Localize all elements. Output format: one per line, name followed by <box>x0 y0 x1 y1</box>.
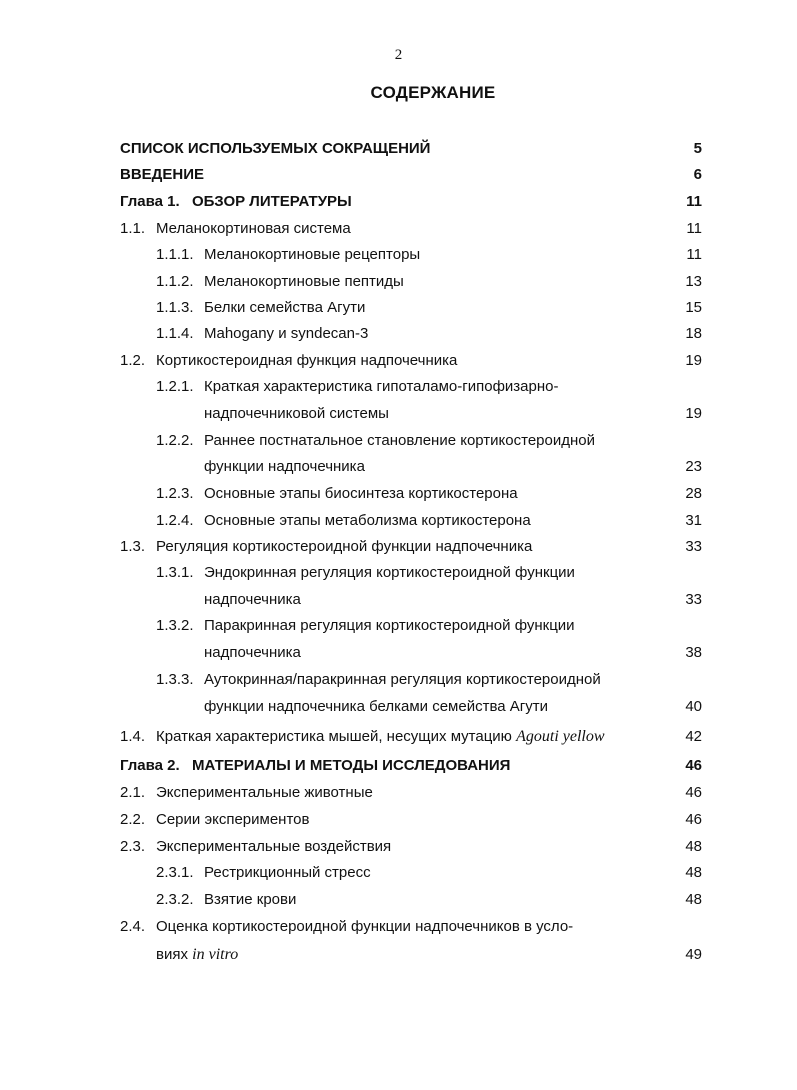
toc-entry-title <box>204 482 518 506</box>
toc-entry-page: 19 <box>685 405 702 422</box>
toc-entry-number: 2.3.2. <box>156 891 194 908</box>
toc-entry-title <box>204 402 389 426</box>
toc-entry <box>0 163 797 187</box>
toc-entry-number: 1.3.3. <box>156 671 194 688</box>
toc-entry-title <box>204 641 301 665</box>
toc-entry-title <box>156 943 238 967</box>
toc-entry-page: 18 <box>685 325 702 342</box>
toc-entry-title <box>156 915 573 939</box>
toc-entry-title-italic: in vitro <box>192 946 239 963</box>
toc-entry <box>0 888 797 912</box>
toc-entry-title-text: Серии экспериментов <box>156 811 310 828</box>
toc-entry-title-text: Эндокринная регуляция кортикостероидной функции <box>204 564 575 581</box>
toc-entry-number: Глава 2. <box>120 757 180 774</box>
toc-entry <box>0 614 797 638</box>
toc-entry-title-text: функции надпочечника <box>204 458 365 475</box>
toc-entry-title-text: Меланокортиновые пептиды <box>204 273 404 290</box>
toc-entry-title-text: Основные этапы биосинтеза кортикостерона <box>204 485 518 502</box>
toc-entry-title <box>120 137 430 161</box>
toc-entry <box>0 190 797 214</box>
toc-entry-title-text: Кортикостероидная функция надпочечника <box>156 352 458 369</box>
toc-entry-title <box>204 375 559 399</box>
toc-entry-title-text: Регуляция кортикостероидной функции надпочечника <box>156 538 533 555</box>
toc-entry-title-text: надпочечниковой системы <box>204 405 389 422</box>
toc-entry <box>0 402 797 426</box>
toc-entry-number: 2.2. <box>120 811 146 828</box>
toc-entry-title-text: надпочечника <box>204 644 301 661</box>
toc-entry-title <box>156 217 351 241</box>
toc-entry-page: 11 <box>686 246 702 263</box>
toc-entry-title-italic: Agouti yellow <box>516 728 605 745</box>
toc-entry <box>0 861 797 885</box>
toc-entry-page: 38 <box>685 644 702 661</box>
toc-entry-title-text: ВВЕДЕНИЕ <box>120 166 204 183</box>
toc-entry-title <box>204 588 301 612</box>
toc-entry-title <box>204 888 296 912</box>
toc-entry <box>0 725 797 749</box>
toc-entry-page: 28 <box>685 485 702 502</box>
toc-entry-title-text: ОБЗОР ЛИТЕРАТУРЫ <box>192 193 352 210</box>
toc-entry-number: 1.1.3. <box>156 299 194 316</box>
toc-entry-title-text: Оценка кортикостероидной функции надпочечников в усло- <box>156 918 574 935</box>
toc-entry-page: 11 <box>686 193 702 210</box>
toc-entry-title-text: Меланокортиновая система <box>156 220 351 237</box>
toc-entry-title <box>156 725 605 749</box>
toc-entry-title <box>204 614 575 638</box>
toc-entry-number: 1.1.2. <box>156 273 194 290</box>
toc-entry-title-text: Краткая характеристика мышей, несущих мутацию <box>156 728 512 745</box>
toc-entry-page: 31 <box>685 512 702 529</box>
toc-entry-number: 1.2.3. <box>156 485 194 502</box>
toc-entry <box>0 535 797 559</box>
toc-entry-title <box>204 509 531 533</box>
toc-entry <box>0 270 797 294</box>
toc-entry <box>0 137 797 161</box>
toc-entry-page: 46 <box>685 811 702 828</box>
toc-entry-title <box>204 243 420 267</box>
toc-entry-title <box>204 695 548 719</box>
toc-entry-title <box>204 561 575 585</box>
toc-entry <box>0 322 797 346</box>
toc-entry-page: 15 <box>685 299 702 316</box>
toc-entry-page: 48 <box>685 891 702 908</box>
toc-entry <box>0 243 797 267</box>
toc-entry <box>0 349 797 373</box>
toc-entry-title <box>156 349 457 373</box>
toc-entry-page: 33 <box>685 538 702 555</box>
toc-entry <box>0 296 797 320</box>
toc-entry-title-text: Меланокортиновые рецепторы <box>204 246 421 263</box>
toc-entry-title <box>204 322 368 346</box>
toc-entry-title <box>156 535 532 559</box>
toc-entry-title <box>204 861 371 885</box>
toc-entry-title <box>192 754 510 778</box>
toc-entry-title <box>204 296 365 320</box>
toc-entry <box>0 429 797 453</box>
toc-entry-number: 1.2.4. <box>156 512 194 529</box>
toc-entry-title-text: Экспериментальные животные <box>156 784 373 801</box>
toc-entry <box>0 217 797 241</box>
toc-entry-title <box>156 808 309 832</box>
toc-entry-number: 1.2.2. <box>156 432 194 449</box>
toc-entry-title-text: виях <box>156 946 188 963</box>
toc-entry-page: 33 <box>685 591 702 608</box>
toc-entry-title-text: Краткая характеристика гипоталамо-гипофизарно- <box>204 378 559 395</box>
toc-entry <box>0 509 797 533</box>
toc-entry-title <box>192 190 352 214</box>
toc-entry-title <box>204 455 365 479</box>
toc-entry-number: 1.2. <box>120 352 146 369</box>
toc-entry <box>0 561 797 585</box>
page-number: 2 <box>394 47 403 63</box>
toc-entry-number: 1.3.2. <box>156 617 194 634</box>
toc-entry-page: 40 <box>685 698 702 715</box>
toc-entry-page: 6 <box>693 166 702 183</box>
toc-entry-title <box>204 270 404 294</box>
toc-entry-title <box>204 429 595 453</box>
toc-entry-number: 2.4. <box>120 918 146 935</box>
toc-entry-title <box>156 781 373 805</box>
toc-entry-number: 1.3.1. <box>156 564 194 581</box>
toc-entry-page: 42 <box>685 728 702 745</box>
toc-entry-number: 1.2.1. <box>156 378 194 395</box>
toc-entry-title-text: Паракринная регуляция кортикостероидной функции <box>204 617 575 634</box>
toc-entry <box>0 915 797 939</box>
toc-entry-title-text: Аутокринная/паракринная регуляция кортикостероидной <box>204 671 601 688</box>
toc-entry-title-text: Рестрикционный стресс <box>204 864 371 881</box>
toc-entry <box>0 375 797 399</box>
toc-entry-number: Глава 1. <box>120 193 180 210</box>
toc-entry <box>0 781 797 805</box>
toc-entry <box>0 835 797 859</box>
toc-entry <box>0 808 797 832</box>
toc-entry-title-text: СПИСОК ИСПОЛЬЗУЕМЫХ СОКРАЩЕНИЙ <box>120 140 431 157</box>
toc-entry-number: 1.1.4. <box>156 325 194 342</box>
toc-entry-title-text: надпочечника <box>204 591 301 608</box>
toc-entry <box>0 668 797 692</box>
toc-entry-title-text: Раннее постнатальное становление кортикостероидной <box>204 432 595 449</box>
toc-entry-number: 1.3. <box>120 538 146 555</box>
toc-entry-page: 23 <box>685 458 702 475</box>
toc-entry-title-text: Экспериментальные воздействия <box>156 838 392 855</box>
toc-entry-title-text: Основные этапы метаболизма кортикостерона <box>204 512 531 529</box>
toc-entry <box>0 588 797 612</box>
toc-entry-number: 2.3. <box>120 838 146 855</box>
toc-entry <box>0 695 797 719</box>
toc-entry-number: 1.4. <box>120 728 146 745</box>
toc-entry <box>0 455 797 479</box>
toc-entry-title-text: функции надпочечника белками семейства Агути <box>204 698 548 715</box>
toc-entry-page: 49 <box>685 946 702 963</box>
toc-entry-page: 48 <box>685 864 702 881</box>
page-title: СОДЕРЖАНИЕ <box>370 83 496 102</box>
toc-entry-number: 2.1. <box>120 784 146 801</box>
toc-entry <box>0 754 797 778</box>
toc-entry-title <box>204 668 601 692</box>
toc-entry-title-text: Mahogany и syndecan-3 <box>204 325 369 342</box>
toc-entry-title-text: Белки семейства Агути <box>204 299 366 316</box>
toc-entry-page: 46 <box>685 757 702 774</box>
toc-entry-page: 5 <box>693 140 702 157</box>
toc-entry-page: 48 <box>685 838 702 855</box>
toc-entry-number: 1.1.1. <box>156 246 194 263</box>
toc-entry-title <box>120 163 204 187</box>
toc-entry-page: 11 <box>686 220 702 237</box>
toc-entry-page: 46 <box>685 784 702 801</box>
toc-entry-page: 19 <box>685 352 702 369</box>
toc-entry-title-text: Взятие крови <box>204 891 297 908</box>
toc-entry <box>0 943 797 967</box>
toc-entry-title-text: МАТЕРИАЛЫ И МЕТОДЫ ИССЛЕДОВАНИЯ <box>192 757 511 774</box>
toc-entry-number: 1.1. <box>120 220 146 237</box>
toc-entry <box>0 641 797 665</box>
toc-entry-page: 13 <box>685 273 702 290</box>
toc-entry-number: 2.3.1. <box>156 864 194 881</box>
toc-entry-title <box>156 835 391 859</box>
toc-entry <box>0 482 797 506</box>
